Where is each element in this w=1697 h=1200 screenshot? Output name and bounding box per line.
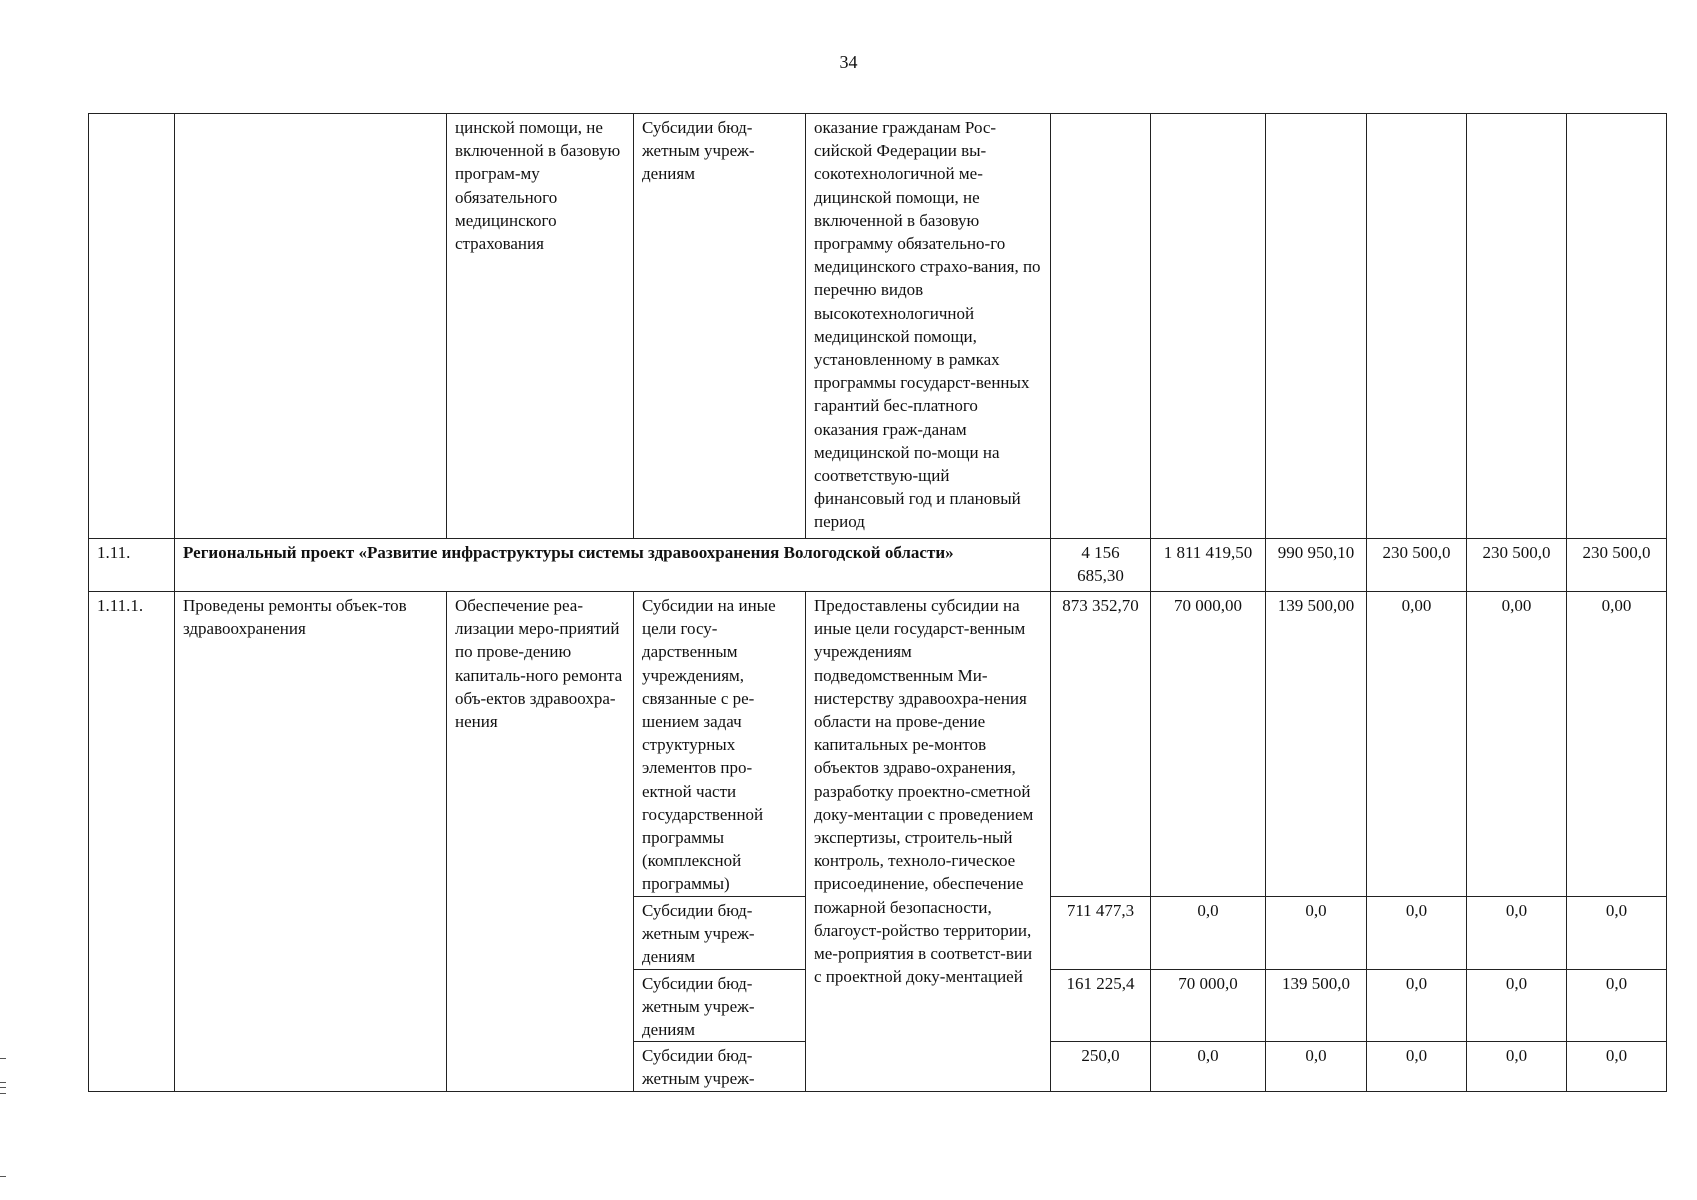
table-row-measure bbox=[89, 592, 1667, 897]
cell-value: 0,0 bbox=[1467, 969, 1567, 1042]
cell-value: 0,0 bbox=[1567, 897, 1667, 970]
scan-margin-mark bbox=[0, 1082, 6, 1083]
cell-value: 0,0 bbox=[1266, 897, 1367, 970]
table-row-continuation bbox=[89, 114, 1667, 539]
cell-value: 70 000,00 bbox=[1151, 592, 1266, 897]
cell-description: оказание гражданам Рос-сийской Федерации вы-сокотехнологичной ме-дицинской помощи, не включенной в базовую программу обязательно-го медицинского страхо-вания, по перечню видов высокотехнологичной медицинской помощи, установленному в рамках программы государст-венных гарантий бес-платного оказания граж-данам медицинской по-мощи на соответствую-щий финансовый год и плановый период bbox=[806, 114, 1051, 539]
cell-value: 250,0 bbox=[1051, 1042, 1151, 1091]
cell-value: 0,0 bbox=[1567, 969, 1667, 1042]
cell-value: 0,00 bbox=[1567, 592, 1667, 897]
cell-code: 1.11. bbox=[89, 539, 175, 592]
cell-value: 0,0 bbox=[1266, 1042, 1367, 1091]
cell-code: 1.11.1. bbox=[89, 592, 175, 1092]
program-table bbox=[88, 113, 1667, 1092]
table-row-regional-project bbox=[89, 539, 1667, 592]
cell-value bbox=[1051, 114, 1151, 539]
cell-result: Проведены ремонты объек-тов здравоохранения bbox=[175, 592, 447, 1092]
cell-value: 230 500,0 bbox=[1467, 539, 1567, 592]
cell-value: 0,00 bbox=[1367, 592, 1467, 897]
cell-value bbox=[1467, 114, 1567, 539]
cell-value: 4 156 685,30 bbox=[1051, 539, 1151, 592]
cell-value: 230 500,0 bbox=[1567, 539, 1667, 592]
cell-value: 0,0 bbox=[1151, 897, 1266, 970]
cell-funding-type: Субсидии бюд-жетным учреж-дениям bbox=[634, 969, 806, 1042]
cell-value: 0,00 bbox=[1467, 592, 1567, 897]
cell-result bbox=[175, 114, 447, 539]
cell-value: 711 477,3 bbox=[1051, 897, 1151, 970]
cell-code bbox=[89, 114, 175, 539]
cell-value: 0,0 bbox=[1467, 897, 1567, 970]
cell-value bbox=[1567, 114, 1667, 539]
cell-value: 873 352,70 bbox=[1051, 592, 1151, 897]
cell-value: 0,0 bbox=[1367, 1042, 1467, 1091]
scan-margin-mark bbox=[0, 1093, 6, 1094]
cell-value: 0,0 bbox=[1567, 1042, 1667, 1091]
cell-value: 0,0 bbox=[1467, 1042, 1567, 1091]
cell-measure: цинской помощи, не включенной в базовую програм-му обязательного медицинского страхования bbox=[447, 114, 634, 539]
cell-funding-type: Субсидии бюд-жетным учреж- bbox=[634, 1042, 806, 1091]
cell-measure: Обеспечение реа-лизации меро-приятий по прове-дению капиталь-ного ремонта объ-ектов здравоохра-нения bbox=[447, 592, 634, 1092]
page-number: 34 bbox=[839, 52, 858, 72]
cell-funding-type: Субсидии бюд-жетным учреж-дениям bbox=[634, 897, 806, 970]
cell-value: 0,0 bbox=[1151, 1042, 1266, 1091]
cell-value bbox=[1266, 114, 1367, 539]
cell-value: 70 000,0 bbox=[1151, 969, 1266, 1042]
cell-value: 139 500,00 bbox=[1266, 592, 1367, 897]
scan-margin-mark bbox=[0, 1176, 6, 1177]
cell-value: 139 500,0 bbox=[1266, 969, 1367, 1042]
cell-value: 0,0 bbox=[1367, 969, 1467, 1042]
cell-funding-type: Субсидии бюд-жетным учреж-дениям bbox=[634, 114, 806, 539]
cell-project-title: Региональный проект «Развитие инфраструктуры системы здравоохранения Вологодской области» bbox=[175, 539, 1051, 592]
cell-value bbox=[1367, 114, 1467, 539]
cell-description: Предоставлены субсидии на иные цели государст-венным учреждениям подведомственным Ми-нистерству здравоохра-нения области на прове-дение капитальных ре-монтов объектов здраво-охранения, разработку проектно-сметной доку-ментации с проведением экспертизы, строитель-ный контроль, техноло-гическое присоединение, обеспечение пожарной безопасности, благоуст-ройство территории, ме-роприятия в соответст-вии с проектной доку-ментацией bbox=[806, 592, 1051, 1092]
cell-value: 990 950,10 bbox=[1266, 539, 1367, 592]
scan-margin-mark bbox=[0, 1087, 6, 1088]
cell-value: 0,0 bbox=[1367, 897, 1467, 970]
cell-value bbox=[1151, 114, 1266, 539]
scan-margin-mark bbox=[0, 1058, 6, 1059]
cell-value: 161 225,4 bbox=[1051, 969, 1151, 1042]
cell-value: 1 811 419,50 bbox=[1151, 539, 1266, 592]
cell-value: 230 500,0 bbox=[1367, 539, 1467, 592]
cell-funding-type: Субсидии на иные цели госу-дарственным учреждениям, связанные с ре-шением задач структурных элементов про-ектной части государственной программы (комплексной программы) bbox=[634, 592, 806, 897]
